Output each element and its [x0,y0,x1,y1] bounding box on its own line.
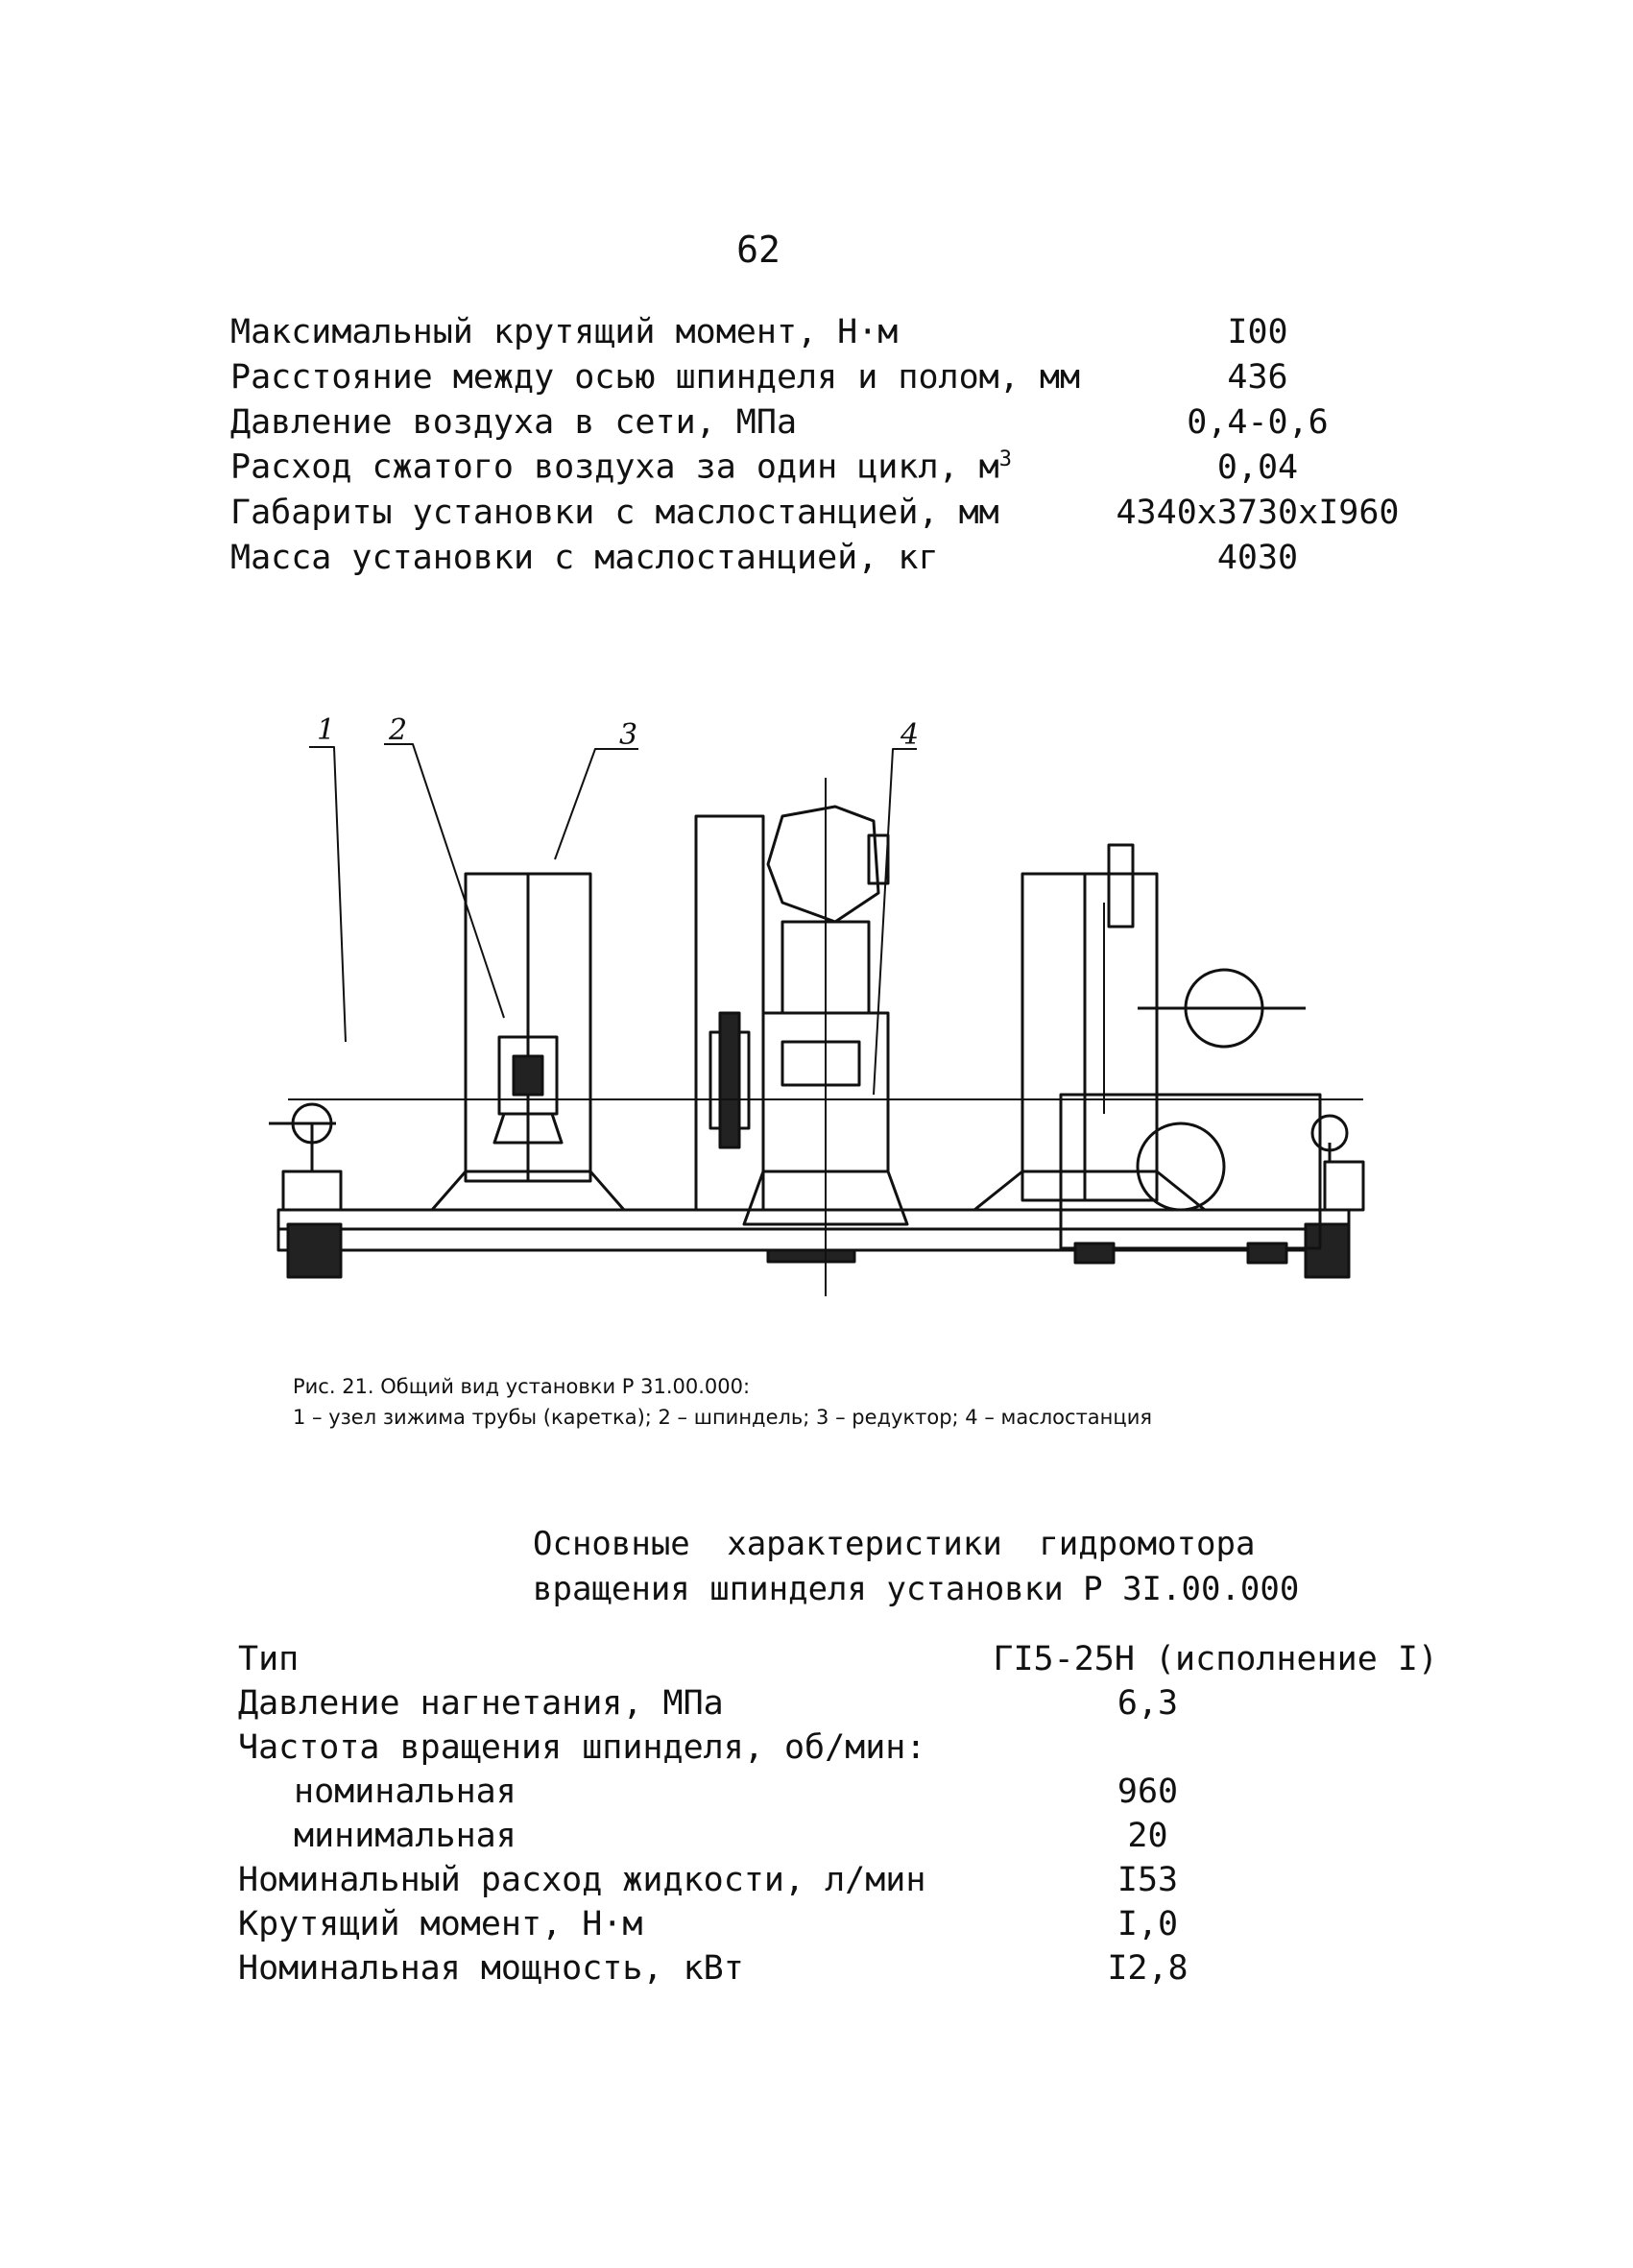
table-row [238,1725,1438,1770]
spec-value: 436 [1227,357,1288,397]
row-value: I,0 [1117,1905,1179,1943]
table-title-line-2: вращения шпинделя установки Р 3I.00.000 [533,1570,1300,1608]
characteristics-table [238,1637,1438,1991]
spec-value: 0,04 [1216,447,1299,487]
caption-line-1: Рис. 21. Общий вид установки Р 31.00.000: [293,1375,751,1398]
row-label: Тип [238,1640,300,1678]
spec-row [230,490,1421,535]
spec-value: 4340x3730xI960 [1116,493,1400,532]
page-number: 62 [736,229,780,271]
base-frame [278,1210,1349,1277]
spec-row [230,309,1421,354]
spec-label: Давление воздуха в сети, МПа [230,402,798,442]
spec-row [230,354,1421,399]
spec-table [230,309,1421,580]
callout-2: 2 [389,713,408,747]
callout-leaders [288,715,920,1095]
row-value: 20 [1127,1817,1168,1855]
spec-label: Масса установки с маслостанцией, кг [230,538,939,577]
spec-value: 0,4-0,6 [1187,402,1329,442]
callout-1: 1 [317,713,336,747]
carriage-assembly [432,874,624,1210]
spec-row [230,535,1421,580]
superscript: 3 [998,447,1012,472]
callout-4: 4 [901,718,920,752]
spec-label: Максимальный крутящий момент, Н·м [230,312,899,351]
table-row [238,1858,1438,1902]
row-value: 960 [1117,1773,1179,1811]
row-value: I2,8 [1107,1949,1189,1988]
row-label: Номинальный расход жидкости, л/мин [238,1861,926,1899]
table-row [238,1814,1438,1858]
table-row [238,1902,1438,1946]
table-row [238,1637,1438,1681]
row-label: Номинальная мощность, кВт [238,1949,744,1988]
row-value: ГI5-25Н (исполнение I) [993,1640,1438,1678]
spec-row [230,399,1421,445]
caption-line-2: 1 – узел зижима трубы (каретка); 2 – шпиндель; 3 – редуктор; 4 – маслостанция [293,1406,1152,1429]
row-label: Крутящий момент, Н·м [238,1905,643,1943]
callout-3: 3 [619,718,638,752]
table-title-line-1: Основные характеристики гидромотора [533,1525,1256,1563]
row-value: I53 [1117,1861,1179,1899]
spec-label: Габариты установки с маслостанцией, мм [230,493,999,532]
spec-row [230,445,1421,490]
table-row [238,1770,1438,1814]
row-label: минимальная [294,1817,516,1855]
row-label: номинальная [294,1773,516,1811]
oil-station [974,845,1320,1263]
left-support [269,1104,341,1210]
spec-label [230,447,1094,487]
spec-label-text: Расход сжатого воздуха за один цикл, м [230,447,999,487]
spec-value: I00 [1227,312,1288,351]
table-row [238,1681,1438,1725]
machine-drawing [259,691,1411,1315]
table-row [238,1946,1438,1991]
spec-value: 4030 [1216,538,1299,577]
spec-label: Расстояние между осью шпинделя и полом, мм [230,357,1081,397]
spindle-housing [696,816,763,1210]
row-label: Частота вращения шпинделя, об/мин: [238,1728,926,1767]
row-value: 6,3 [1117,1684,1179,1723]
table-title [0,1522,1633,1612]
figure-caption [293,1371,1541,1433]
row-label: Давление нагнетания, МПа [238,1684,724,1723]
